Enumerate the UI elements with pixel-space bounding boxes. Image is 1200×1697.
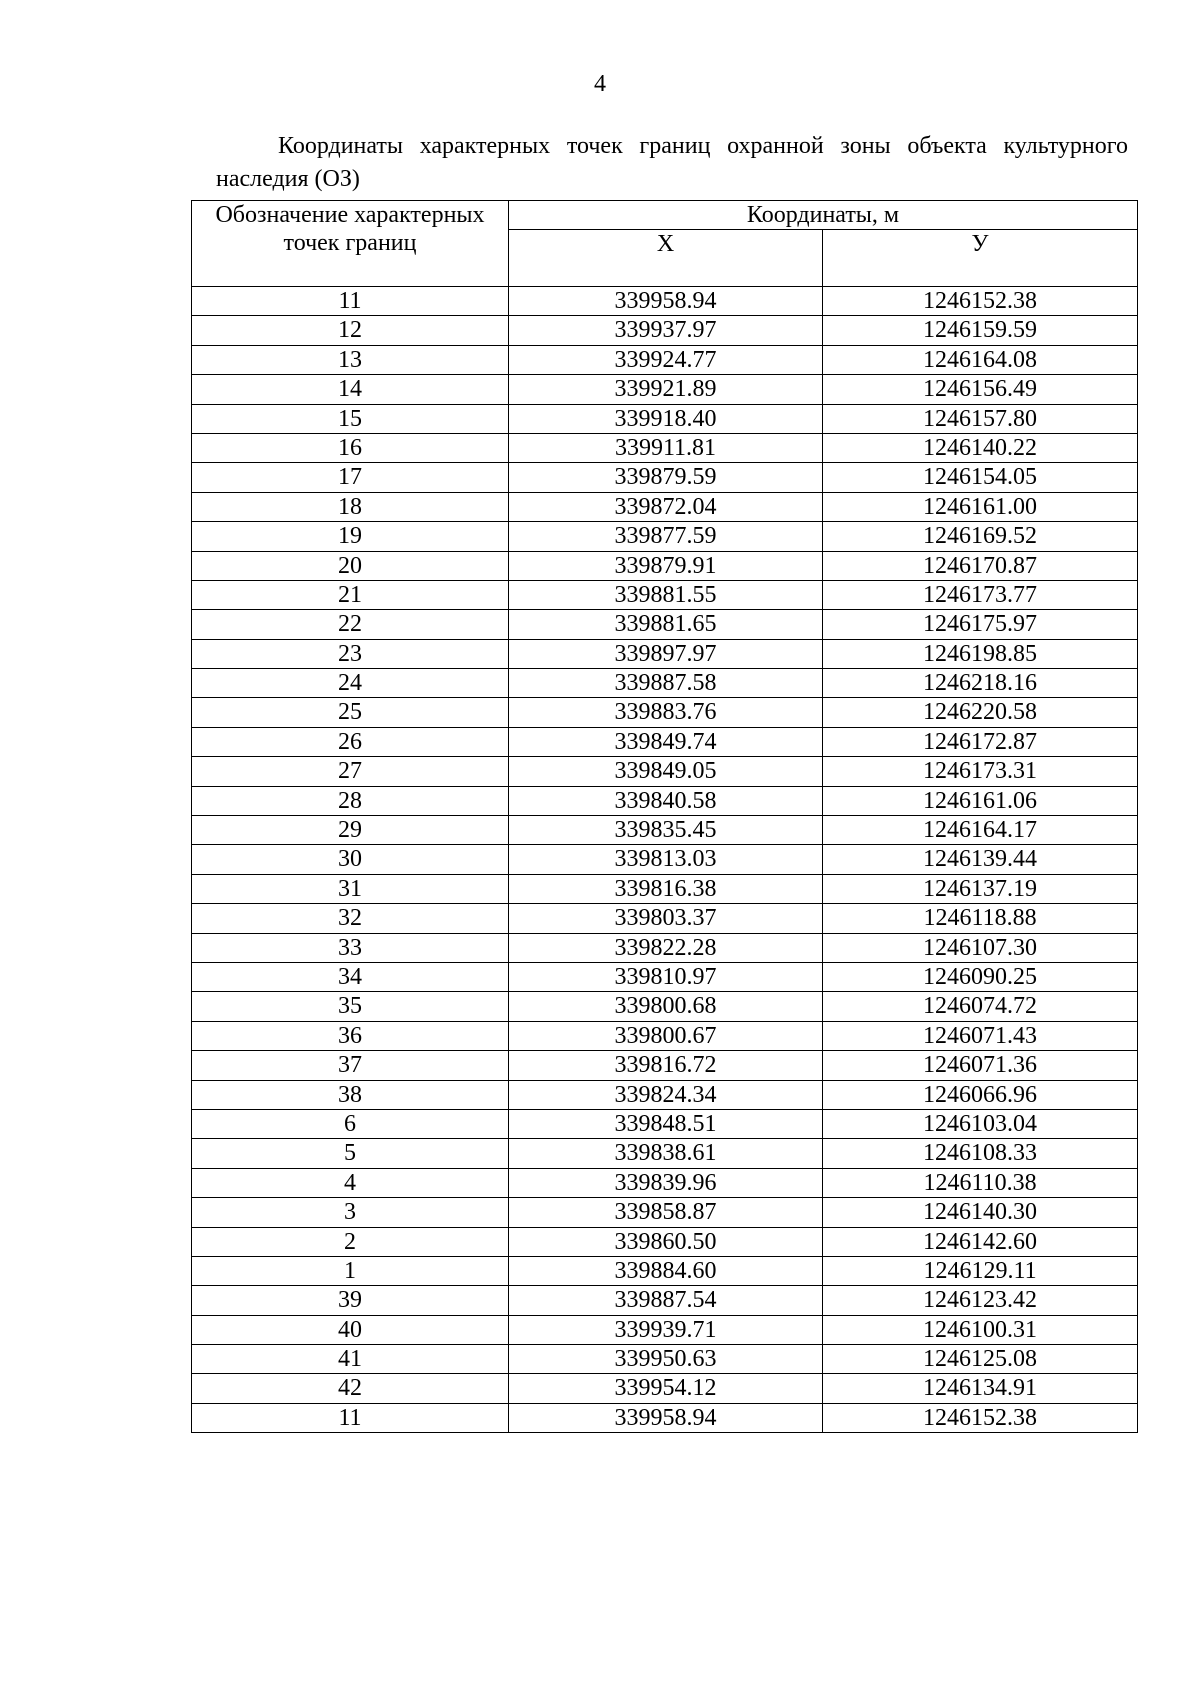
point-number-cell: 25 <box>192 698 509 727</box>
x-coordinate-cell: 339835.45 <box>509 816 823 845</box>
page-number: 4 <box>594 71 606 97</box>
table-row <box>192 669 1138 698</box>
point-number-cell: 35 <box>192 992 509 1021</box>
point-number-cell: 15 <box>192 404 509 433</box>
point-number-cell: 4 <box>192 1168 509 1197</box>
y-coordinate-cell: 1246071.36 <box>823 1051 1138 1080</box>
x-coordinate-cell: 339810.97 <box>509 962 823 991</box>
x-coordinate-cell: 339849.05 <box>509 757 823 786</box>
x-coordinate-cell: 339937.97 <box>509 316 823 345</box>
y-coordinate-cell: 1246164.08 <box>823 345 1138 374</box>
x-coordinate-cell: 339883.76 <box>509 698 823 727</box>
point-number-cell: 30 <box>192 845 509 874</box>
point-number-cell: 29 <box>192 816 509 845</box>
point-number-cell: 37 <box>192 1051 509 1080</box>
y-coordinate-cell: 1246169.52 <box>823 522 1138 551</box>
y-coordinate-cell: 1246164.17 <box>823 816 1138 845</box>
y-coordinate-cell: 1246152.38 <box>823 1403 1138 1432</box>
point-number-cell: 13 <box>192 345 509 374</box>
point-number-cell: 6 <box>192 1109 509 1138</box>
table-row <box>192 992 1138 1021</box>
y-coordinate-cell: 1246172.87 <box>823 727 1138 756</box>
table-row <box>192 904 1138 933</box>
table-row <box>192 1286 1138 1315</box>
table-row <box>192 786 1138 815</box>
x-coordinate-cell: 339921.89 <box>509 375 823 404</box>
table-row <box>192 287 1138 316</box>
point-number-cell: 28 <box>192 786 509 815</box>
x-coordinate-cell: 339816.72 <box>509 1051 823 1080</box>
x-coordinate-cell: 339813.03 <box>509 845 823 874</box>
table-row <box>192 463 1138 492</box>
x-coordinate-cell: 339911.81 <box>509 433 823 462</box>
x-coordinate-cell: 339816.38 <box>509 874 823 903</box>
point-number-cell: 1 <box>192 1256 509 1285</box>
table-row <box>192 404 1138 433</box>
table-row <box>192 551 1138 580</box>
table-row <box>192 727 1138 756</box>
table-row <box>192 1403 1138 1432</box>
table-row <box>192 757 1138 786</box>
point-number-cell: 27 <box>192 757 509 786</box>
x-coordinate-cell: 339839.96 <box>509 1168 823 1197</box>
point-number-cell: 34 <box>192 962 509 991</box>
table-row <box>192 1374 1138 1403</box>
point-number-cell: 23 <box>192 639 509 668</box>
table-row <box>192 874 1138 903</box>
y-coordinate-cell: 1246161.06 <box>823 786 1138 815</box>
table-row <box>192 698 1138 727</box>
table-row <box>192 345 1138 374</box>
x-coordinate-cell: 339872.04 <box>509 492 823 521</box>
x-coordinate-cell: 339881.55 <box>509 580 823 609</box>
table-row <box>192 375 1138 404</box>
y-coordinate-cell: 1246100.31 <box>823 1315 1138 1344</box>
y-coordinate-cell: 1246157.80 <box>823 404 1138 433</box>
coordinates-table <box>191 200 1138 1433</box>
x-coordinate-cell: 339824.34 <box>509 1080 823 1109</box>
x-coordinate-cell: 339800.67 <box>509 1021 823 1050</box>
x-coordinate-cell: 339939.71 <box>509 1315 823 1344</box>
point-number-cell: 17 <box>192 463 509 492</box>
table-row <box>192 816 1138 845</box>
x-coordinate-cell: 339879.91 <box>509 551 823 580</box>
point-number-cell: 22 <box>192 610 509 639</box>
y-coordinate-cell: 1246140.22 <box>823 433 1138 462</box>
table-row <box>192 933 1138 962</box>
y-coordinate-cell: 1246071.43 <box>823 1021 1138 1050</box>
table-row <box>192 1080 1138 1109</box>
y-coordinate-cell: 1246140.30 <box>823 1198 1138 1227</box>
x-coordinate-cell: 339950.63 <box>509 1345 823 1374</box>
table-row <box>192 610 1138 639</box>
y-coordinate-cell: 1246173.77 <box>823 580 1138 609</box>
y-coordinate-cell: 1246139.44 <box>823 845 1138 874</box>
point-number-cell: 24 <box>192 669 509 698</box>
y-coordinate-cell: 1246175.97 <box>823 610 1138 639</box>
x-coordinate-cell: 339887.54 <box>509 1286 823 1315</box>
y-coordinate-cell: 1246170.87 <box>823 551 1138 580</box>
point-number-cell: 39 <box>192 1286 509 1315</box>
point-number-cell: 16 <box>192 433 509 462</box>
point-number-cell: 11 <box>192 1403 509 1432</box>
table-row <box>192 1139 1138 1168</box>
point-number-cell: 20 <box>192 551 509 580</box>
x-coordinate-cell: 339849.74 <box>509 727 823 756</box>
y-coordinate-cell: 1246118.88 <box>823 904 1138 933</box>
x-coordinate-cell: 339881.65 <box>509 610 823 639</box>
y-coordinate-cell: 1246142.60 <box>823 1227 1138 1256</box>
table-row <box>192 522 1138 551</box>
x-coordinate-cell: 339884.60 <box>509 1256 823 1285</box>
x-coordinate-cell: 339879.59 <box>509 463 823 492</box>
x-coordinate-cell: 339822.28 <box>509 933 823 962</box>
y-coordinate-cell: 1246123.42 <box>823 1286 1138 1315</box>
y-coordinate-cell: 1246107.30 <box>823 933 1138 962</box>
y-coordinate-cell: 1246156.49 <box>823 375 1138 404</box>
point-number-cell: 26 <box>192 727 509 756</box>
header-y: У <box>823 230 1138 287</box>
y-coordinate-cell: 1246220.58 <box>823 698 1138 727</box>
x-coordinate-cell: 339887.58 <box>509 669 823 698</box>
point-number-cell: 12 <box>192 316 509 345</box>
intro-paragraph: Координаты характерных точек границ охранной зоны объекта культурного наследия (ОЗ) <box>216 133 1128 192</box>
table-row <box>192 962 1138 991</box>
y-coordinate-cell: 1246134.91 <box>823 1374 1138 1403</box>
y-coordinate-cell: 1246074.72 <box>823 992 1138 1021</box>
table-header <box>192 201 1138 287</box>
point-number-cell: 3 <box>192 1198 509 1227</box>
y-coordinate-cell: 1246110.38 <box>823 1168 1138 1197</box>
x-coordinate-cell: 339860.50 <box>509 1227 823 1256</box>
table-row <box>192 1315 1138 1344</box>
point-number-cell: 42 <box>192 1374 509 1403</box>
x-coordinate-cell: 339803.37 <box>509 904 823 933</box>
x-coordinate-cell: 339838.61 <box>509 1139 823 1168</box>
header-x: X <box>509 230 823 287</box>
x-coordinate-cell: 339958.94 <box>509 287 823 316</box>
point-number-cell: 21 <box>192 580 509 609</box>
header-coordinates: Координаты, м <box>509 201 1138 230</box>
x-coordinate-cell: 339958.94 <box>509 1403 823 1432</box>
x-coordinate-cell: 339924.77 <box>509 345 823 374</box>
y-coordinate-cell: 1246154.05 <box>823 463 1138 492</box>
y-coordinate-cell: 1246218.16 <box>823 669 1138 698</box>
point-number-cell: 38 <box>192 1080 509 1109</box>
x-coordinate-cell: 339877.59 <box>509 522 823 551</box>
x-coordinate-cell: 339840.58 <box>509 786 823 815</box>
table-row <box>192 1021 1138 1050</box>
point-number-cell: 36 <box>192 1021 509 1050</box>
table-row <box>192 492 1138 521</box>
table-body <box>192 287 1138 1433</box>
table-row <box>192 639 1138 668</box>
point-number-cell: 40 <box>192 1315 509 1344</box>
y-coordinate-cell: 1246125.08 <box>823 1345 1138 1374</box>
y-coordinate-cell: 1246103.04 <box>823 1109 1138 1138</box>
x-coordinate-cell: 339800.68 <box>509 992 823 1021</box>
point-number-cell: 32 <box>192 904 509 933</box>
point-number-cell: 41 <box>192 1345 509 1374</box>
x-coordinate-cell: 339858.87 <box>509 1198 823 1227</box>
point-number-cell: 11 <box>192 287 509 316</box>
point-number-cell: 5 <box>192 1139 509 1168</box>
point-number-cell: 19 <box>192 522 509 551</box>
x-coordinate-cell: 339918.40 <box>509 404 823 433</box>
y-coordinate-cell: 1246198.85 <box>823 639 1138 668</box>
table-row <box>192 1109 1138 1138</box>
point-number-cell: 33 <box>192 933 509 962</box>
header-point-designation: Обозначение характерных точек границ <box>192 201 509 287</box>
x-coordinate-cell: 339954.12 <box>509 1374 823 1403</box>
y-coordinate-cell: 1246137.19 <box>823 874 1138 903</box>
point-number-cell: 18 <box>192 492 509 521</box>
x-coordinate-cell: 339848.51 <box>509 1109 823 1138</box>
y-coordinate-cell: 1246152.38 <box>823 287 1138 316</box>
table-row <box>192 316 1138 345</box>
y-coordinate-cell: 1246066.96 <box>823 1080 1138 1109</box>
table-row <box>192 1168 1138 1197</box>
point-number-cell: 14 <box>192 375 509 404</box>
table-row <box>192 433 1138 462</box>
table-row <box>192 580 1138 609</box>
point-number-cell: 31 <box>192 874 509 903</box>
table-row <box>192 1198 1138 1227</box>
table-row <box>192 1051 1138 1080</box>
y-coordinate-cell: 1246173.31 <box>823 757 1138 786</box>
point-number-cell: 2 <box>192 1227 509 1256</box>
table-row <box>192 1345 1138 1374</box>
y-coordinate-cell: 1246090.25 <box>823 962 1138 991</box>
y-coordinate-cell: 1246129.11 <box>823 1256 1138 1285</box>
table-row <box>192 845 1138 874</box>
y-coordinate-cell: 1246159.59 <box>823 316 1138 345</box>
x-coordinate-cell: 339897.97 <box>509 639 823 668</box>
table-row <box>192 1256 1138 1285</box>
y-coordinate-cell: 1246161.00 <box>823 492 1138 521</box>
y-coordinate-cell: 1246108.33 <box>823 1139 1138 1168</box>
table-row <box>192 1227 1138 1256</box>
